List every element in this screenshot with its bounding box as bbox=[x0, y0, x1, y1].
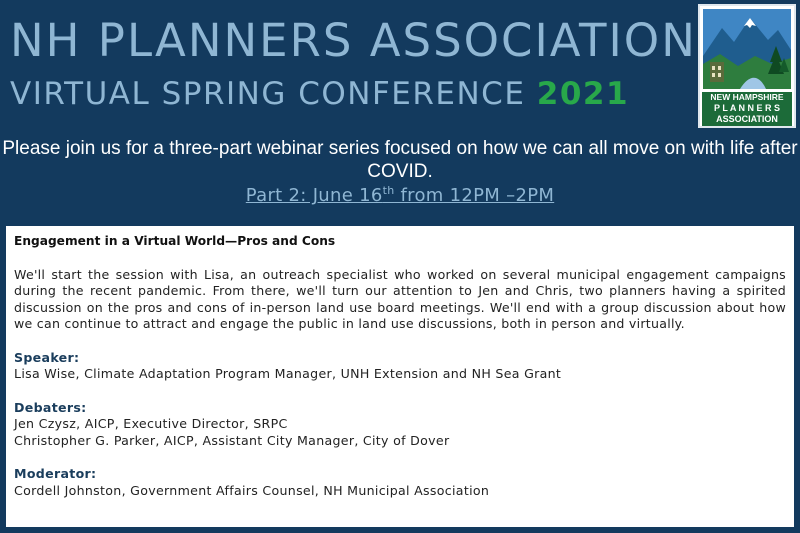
speaker-name: Lisa Wise, Climate Adaptation Program Manager, UNH Extension and NH Sea Grant bbox=[14, 366, 562, 381]
logo-wordmark bbox=[702, 92, 792, 126]
logo-line-2: P L A N N E R S bbox=[713, 103, 780, 113]
debaters-label: Debaters: bbox=[14, 399, 87, 415]
debater-1: Jen Czysz, AICP, Executive Director, SRPC bbox=[14, 416, 288, 431]
subtitle-text: VIRTUAL SPRING CONFERENCE bbox=[10, 76, 526, 112]
debater-2: Christopher G. Parker, AICP, Assistant City Manager, City of Dover bbox=[14, 432, 450, 448]
part-sup: th bbox=[382, 184, 395, 197]
conference-title: NH PLANNERS ASSOCIATION bbox=[10, 14, 697, 67]
speaker-label: Speaker: bbox=[14, 349, 80, 365]
session-date-link[interactable] bbox=[0, 184, 800, 206]
moderator-name: Cordell Johnston, Government Affairs Counsel, NH Municipal Association bbox=[14, 482, 490, 498]
mountain-landscape-icon bbox=[700, 6, 794, 90]
part-suffix: from 12PM –2PM bbox=[394, 185, 555, 206]
intro-text: Please join us for a three-part webinar series focused on how we can all move on with life after COVID. bbox=[2, 138, 798, 182]
logo-line-1: NEW HAMPSHIRE bbox=[710, 92, 784, 102]
moderator-label: Moderator: bbox=[14, 466, 97, 481]
session-description: We'll start the session with Lisa, an outreach specialist who worked on several municipal engagement campaigns during the recent pandemic. From there, we'll turn our attention to Jen and Chris, two planners having a spirited discussion on the pros and cons of in-person land use board meetings. We'll end with a group discussion about how we can continue to attract and engage the public in land use discussions, both in person and virtually. bbox=[14, 266, 786, 331]
session-details-card bbox=[6, 226, 794, 527]
conference-subtitle bbox=[10, 76, 629, 112]
part-prefix: Part 2: June 16 bbox=[245, 185, 383, 206]
logo-line-3: ASSOCIATION bbox=[716, 114, 778, 124]
session-title: Engagement in a Virtual World—Pros and Cons bbox=[14, 234, 336, 248]
conference-year: 2021 bbox=[536, 76, 630, 112]
nhpa-logo bbox=[698, 4, 796, 128]
